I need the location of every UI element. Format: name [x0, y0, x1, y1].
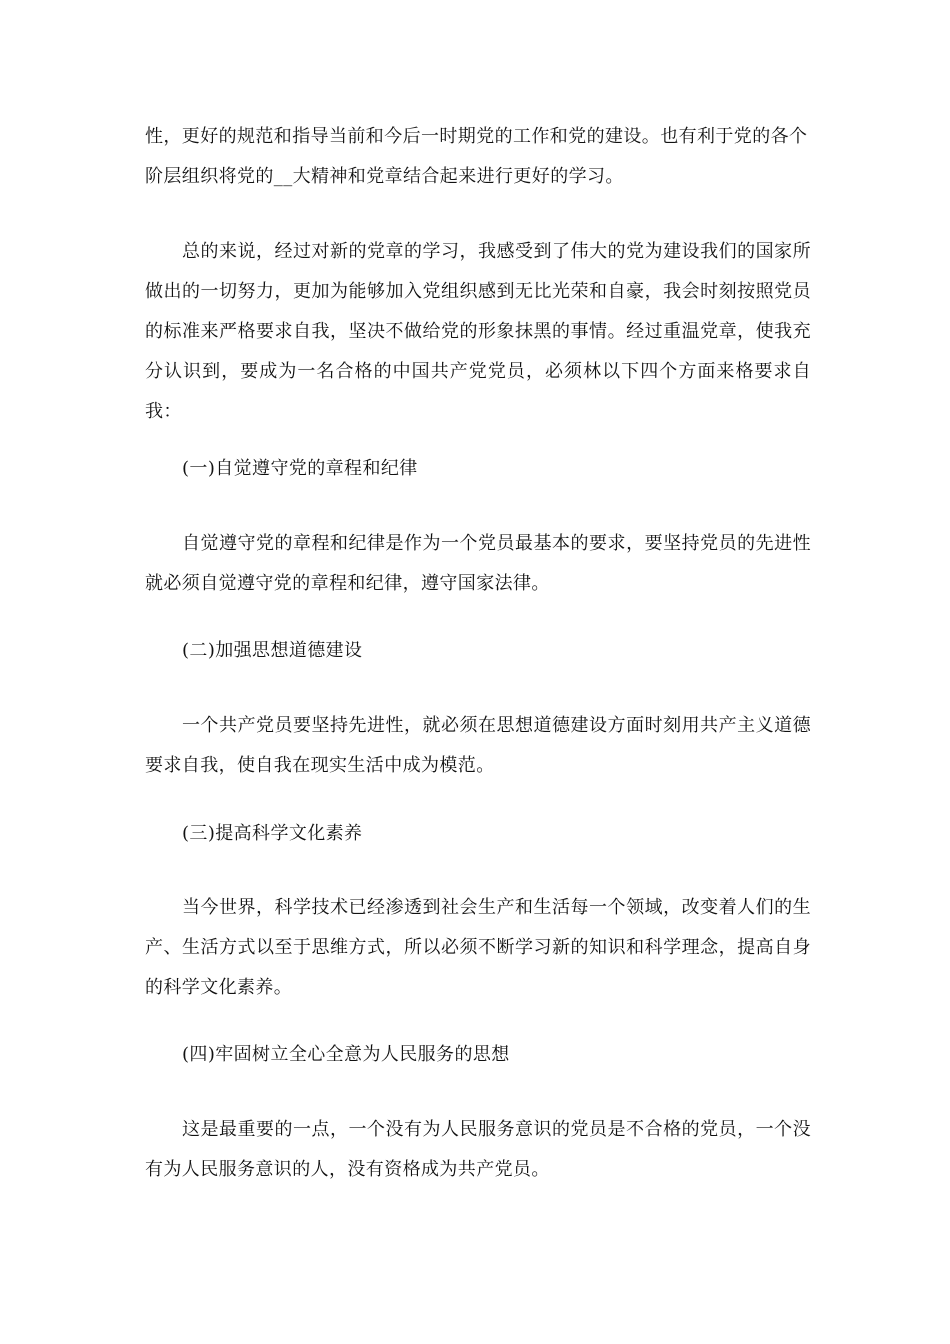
- section-heading-1: (一)自觉遵守党的章程和纪律: [182, 458, 418, 479]
- section-paragraph-2: 一个共产党员要坚持先进性，就必须在思想道德建设方面时刻用共产主义道德要求自我，使自我在现实生活中成为模范。: [145, 715, 811, 776]
- summary-paragraph: 总的来说，经过对新的党章的学习，我感受到了伟大的党为建设我们的国家所做出的一切努力，更加为能够加入党组织感到无比光荣和自豪，我会时刻按照党员的标准来严格要求自我，坚决不做给党的形象抹黑的事情。经过重温党章，使我充分认识到，要成为一名合格的中国共产党党员，必须林以下四个方面来格要求自我：: [145, 241, 811, 422]
- section-paragraph-4: 这是最重要的一点，一个没有为人民服务意识的党员是不合格的党员，一个没有为人民服务意识的人，没有资格成为共产党员。: [145, 1119, 811, 1180]
- section-heading-4: (四)牢固树立全心全意为人民服务的思想: [182, 1044, 510, 1065]
- continuation-paragraph: 性，更好的规范和指导当前和今后一时期党的工作和党的建设。也有利于党的各个阶层组织将党的__大精神和党章结合起来进行更好的学习。: [145, 126, 808, 187]
- section-paragraph-1: 自觉遵守党的章程和纪律是作为一个党员最基本的要求，要坚持党员的先进性就必须自觉遵守党的章程和纪律，遵守国家法律。: [145, 533, 811, 594]
- section-paragraph-3: 当今世界，科学技术已经渗透到社会生产和生活每一个领域，改变着人们的生产、生活方式以至于思维方式，所以必须不断学习新的知识和科学理念，提高自身的科学文化素养。: [145, 897, 811, 998]
- section-heading-2: (二)加强思想道德建设: [182, 640, 363, 661]
- section-heading-3: (三)提高科学文化素养: [182, 823, 363, 844]
